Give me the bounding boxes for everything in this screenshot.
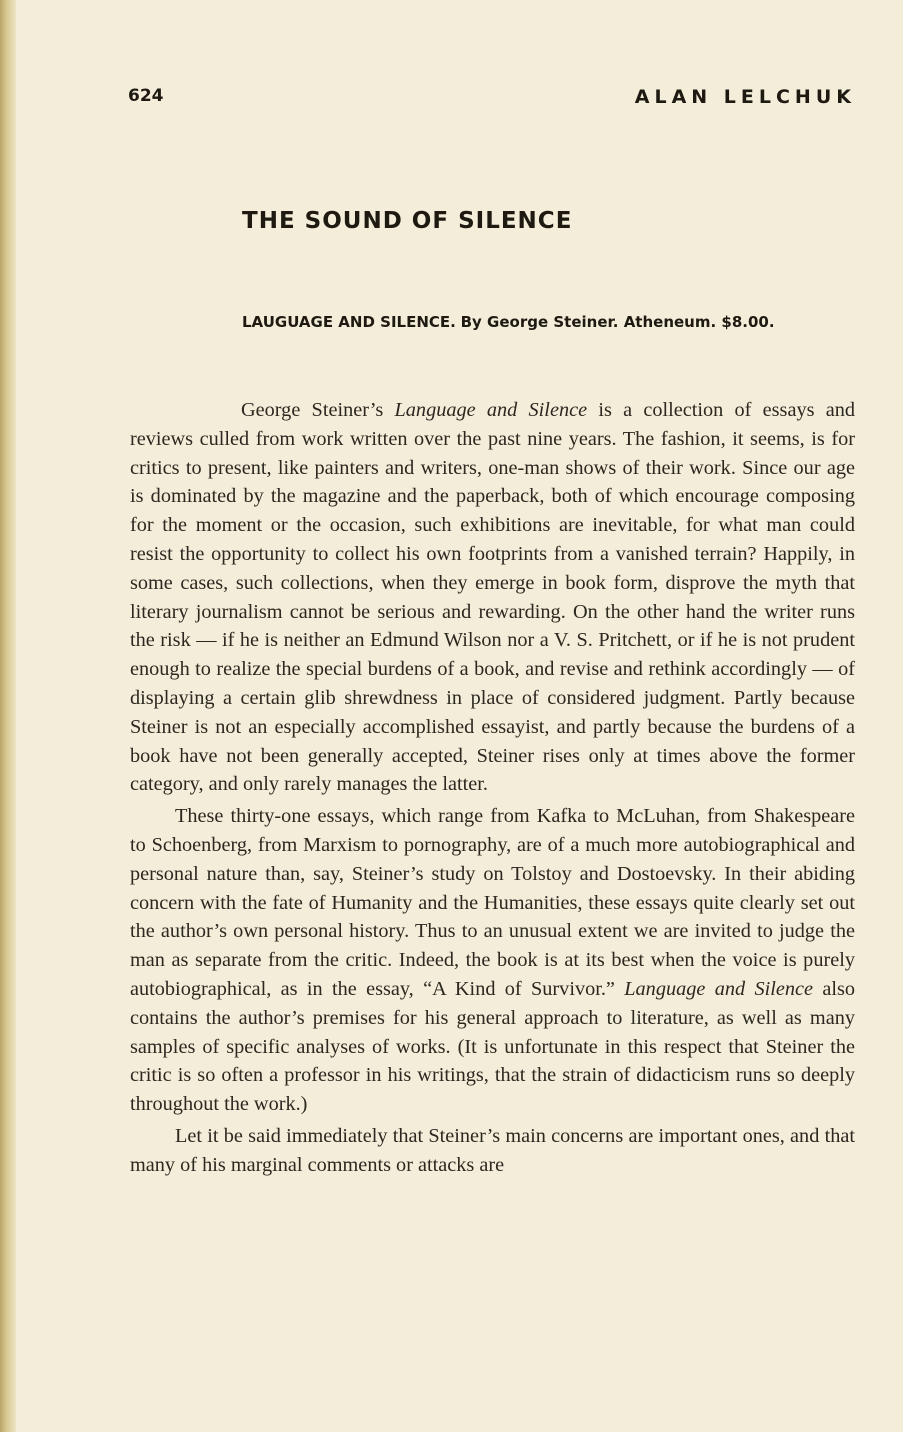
paragraph-2 — [130, 802, 855, 1119]
paragraph-1-book-title: Language and Silence — [394, 399, 588, 421]
paragraph-1 — [130, 396, 855, 799]
book-gutter — [0, 0, 16, 1432]
citation-book-title: LAUGUAGE AND SILENCE. — [242, 313, 456, 331]
page-number: 624 — [128, 86, 164, 106]
article-body — [130, 396, 855, 1180]
article-title: THE SOUND OF SILENCE — [242, 208, 573, 234]
citation-details: By George Steiner. Atheneum. $8.00. — [460, 313, 775, 331]
paragraph-2-text-a: These thirty-one essays, which range from Kafka to McLuhan, from Shakespeare to Schoenberg, from Marxism to pornography, are of a much more autobiographical and personal nature than, say, Steiner’s study on Tolstoy and Dostoevsky. In their abiding concern with the fate of Humanity and the Humanities, these essays quite clearly set out the author’s own personal history. Thus to an unusual extent we are invited to judge the man as separate from the critic. Indeed, the book is at its best when the voice is purely autobiographical, as in the essay, “A Kind of Survivor.” — [130, 805, 855, 1000]
paragraph-1-text-a: George Steiner’s — [241, 399, 395, 421]
running-head-author: ALAN LELCHUK — [634, 86, 856, 108]
paragraph-2-text-b: also contains the author’s premises for his general approach to literature, as well as many samples of specific analyses of works. (It is unfortunate in this respect that Steiner the critic is so often a professor in his writings, that the strain of didacticism runs so deeply throughout the work.) — [130, 977, 856, 1116]
book-citation — [242, 313, 775, 331]
paragraph-3: Let it be said immediately that Steiner’s main concerns are important ones, and that many of his marginal comments or attacks are — [130, 1124, 855, 1176]
paragraph-2-book-title: Language and Silence — [624, 977, 814, 1000]
paragraph-1-text-b: is a collection of essays and reviews culled from work written over the past nine years. The fashion, it seems, is for critics to present, like painters and writers, one-man shows of their work. Since our age is dominated by the magazine and the paperback, both of which encourage composing for the moment or the occasion, such exhibitions are inevitable, for what man could resist the opportunity to collect his own footprints from a vanished terrain? Happily, in some cases, such collections, when they emerge in book form, disprove the myth that literary journalism cannot be serious and rewarding. On the other hand the writer runs the risk — if he is neither an Edmund Wilson nor a V. S. Pritchett, or if he is not prudent enough to realize the special burdens of a book, and revise and rethink accordingly — of displaying a certain glib shrewdness in place of considered judgment. Partly because Steiner is not an especially accomplished essayist, and partly because the burdens of a book have not been generally accepted, Steiner rises only at times above the former category, and only rarely manages the latter. — [130, 399, 855, 796]
running-head — [128, 86, 856, 114]
